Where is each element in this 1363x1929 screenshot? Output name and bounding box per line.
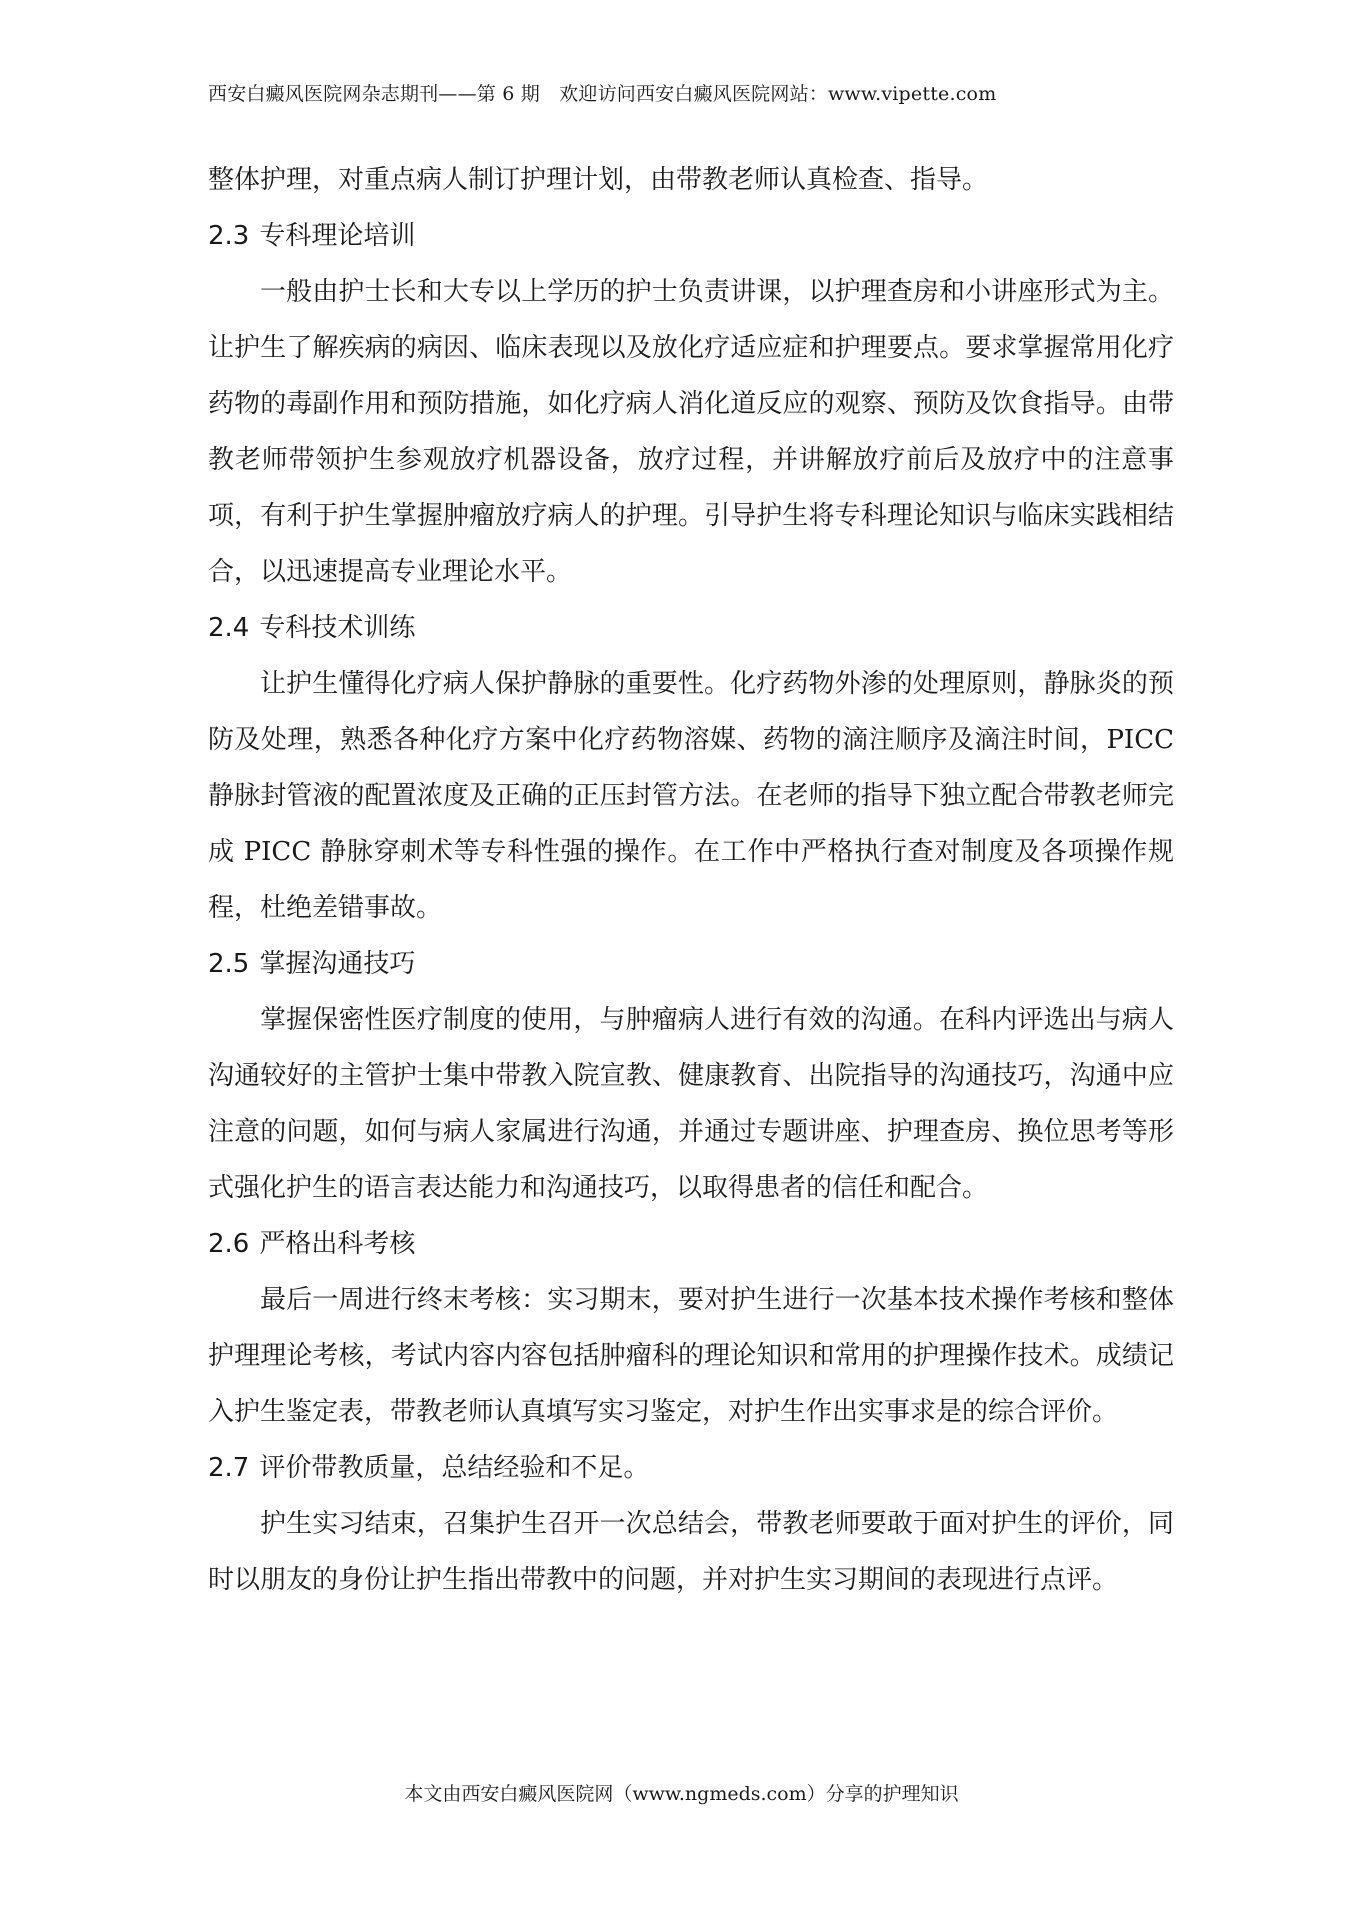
section-title: 专科理论培训	[259, 221, 416, 251]
section-number: 2.3	[208, 221, 250, 251]
section-heading-2-3	[208, 208, 1174, 264]
section-number: 2.6	[208, 1229, 250, 1259]
section-number: 2.7	[208, 1453, 250, 1483]
section-heading-2-6	[208, 1216, 1174, 1272]
section-paragraph-2-7: 护生实习结束，召集护生召开一次总结会，带教老师要敢于面对护生的评价，同时以朋友的身份让护生指出带教中的问题，并对护生实习期间的表现进行点评。	[208, 1509, 1174, 1595]
section-title: 专科技术训练	[259, 613, 416, 643]
running-footer: 本文由西安白癜风医院网（www.ngmeds.com）分享的护理知识	[404, 1783, 959, 1805]
section-title: 掌握沟通技巧	[259, 949, 416, 979]
continuation-paragraph: 整体护理，对重点病人制订护理计划，由带教老师认真检查、指导。	[208, 165, 989, 195]
section-paragraph-2-5: 掌握保密性医疗制度的使用，与肿瘤病人进行有效的沟通。在科内评选出与病人沟通较好的主管护士集中带教入院宣教、健康教育、出院指导的沟通技巧，沟通中应注意的问题，如何与病人家属进行沟通，并通过专题讲座、护理查房、换位思考等形式强化护生的语言表达能力和沟通技巧，以取得患者的信任和配合。	[208, 1005, 1174, 1203]
section-heading-2-7	[208, 1440, 1174, 1496]
section-paragraph-2-4: 让护生懂得化疗病人保护静脉的重要性。化疗药物外渗的处理原则，静脉炎的预防及处理，熟悉各种化疗方案中化疗药物溶媒、药物的滴注顺序及滴注时间，PICC 静脉封管液的配置浓度及正确的正压封管方法。在老师的指导下独立配合带教老师完成 PICC 静脉穿刺术等专科性强的操作。在工作中严格执行查对制度及各项操作规程，杜绝差错事故。	[208, 669, 1174, 923]
section-title: 严格出科考核	[259, 1229, 416, 1259]
section-heading-2-5	[208, 936, 1174, 992]
section-paragraph-2-6: 最后一周进行终末考核：实习期末，要对护生进行一次基本技术操作考核和整体护理理论考核，考试内容内容包括肿瘤科的理论知识和常用的护理操作技术。成绩记入护生鉴定表，带教老师认真填写实习鉴定，对护生作出实事求是的综合评价。	[208, 1285, 1174, 1427]
section-heading-2-4	[208, 600, 1174, 656]
section-paragraph-2-3: 一般由护士长和大专以上学历的护士负责讲课，以护理查房和小讲座形式为主。让护生了解疾病的病因、临床表现以及放化疗适应症和护理要点。要求掌握常用化疗药物的毒副作用和预防措施，如化疗病人消化道反应的观察、预防及饮食指导。由带教老师带领护生参观放疗机器设备，放疗过程，并讲解放疗前后及放疗中的注意事项，有利于护生掌握肿瘤放疗病人的护理。引导护生将专科理论知识与临床实践相结合，以迅速提高专业理论水平。	[208, 277, 1174, 587]
section-number: 2.4	[208, 613, 250, 643]
section-title: 评价带教质量，总结经验和不足。	[259, 1453, 650, 1483]
running-header: 西安白癜风医院网杂志期刊——第 6 期 欢迎访问西安白癜风医院网站：www.vipette.com	[208, 83, 997, 105]
document-body	[208, 152, 1174, 1608]
section-number: 2.5	[208, 949, 250, 979]
